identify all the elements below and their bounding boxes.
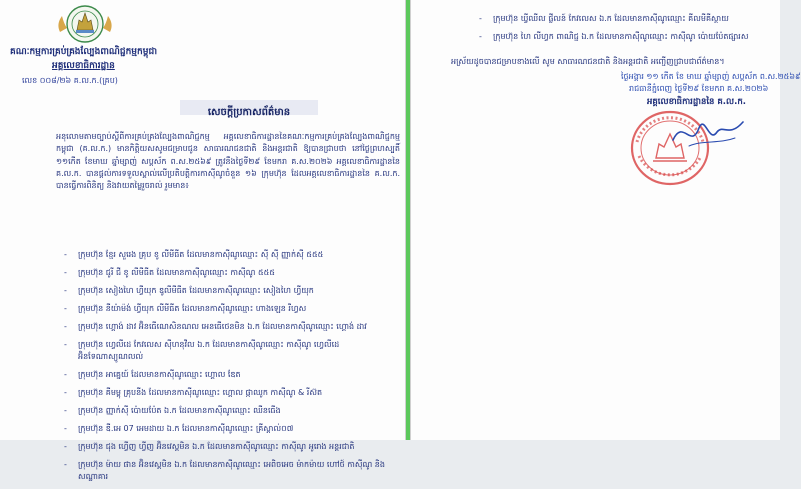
list-item: - ក្រុមហ៊ុន ឌី.អេ 07 អេមដាយ ឯ.ក ដែលមានកាស៊ីណូឈ្មោះ គ្រីស្តាល់០៧ (56, 423, 400, 435)
right-document-page (410, 0, 801, 440)
closing-paragraph: អស្រ័យដូចបានជម្រាបខាងលើ សូម សាធារណជនជាតិ និងអន្តរជាតិ អញ្ជើញជ្រាបជាព័ត៌មាន។ (451, 57, 725, 66)
angkor-emblem-icon (52, 2, 118, 46)
list-item: - ក្រុមហ៊ុន ឃ្វីឈីល ផ្លីលន៍ កែវលេស ឯ.ក ដែលមានកាស៊ីណូឈ្មោះ គីលមីគីស្ថាយ (471, 13, 771, 25)
left-document-page (0, 0, 406, 481)
intro-paragraph: អនុលោមតាមច្បាប់ស្តីពីការគ្រប់គ្រងល្បែងពាណិជ្ជកម្ម អគ្គលេខាធិការដ្ឋាននៃគណៈកម្មការគ្រប់គ្រងល្បែងពាណិជ្ជកម្មកម្ពុជា (គ.ល.ក.) មានកិត្តិយសសូមជម្រាបជូន សាធារណជនជាតិ និងអន្តរជាតិ ឱ្យបានជ្រាបថា នៅថ្ងៃព្រហស្បតិ៍ ១១កើត ខែមាឃ ឆ្នាំម្សាញ់ សប្តស័ក ព.ស.២៥៦៩ ត្រូវនឹងថ្ងៃទី២៩ ខែមករា គ.ស.២០២៦ អគ្គលេខាធិការដ្ឋាននៃ គ.ល.ក. បានផ្តល់ការទទួលស្គាល់លើប្រតិបត្តិការកាស៊ីណូចំនួន ១៦ ក្រុមហ៊ុន ដែលអគ្គលេខាធិការដ្ឋាននៃ គ.ល.ក. បានធ្វើការពិនិត្យ និងវាយតម្លៃរួចរាល់ រួមមាន៖ (56, 132, 400, 191)
list-item: - ក្រុមហ៊ុន ម៉ាយ ផាន អ៊ិនវេស្តមិន ឯ.ក ដែលមានកាស៊ីណូឈ្មោះ អេពិចអេច ម៉ាកម៉ាយ ហៅថ៍ កាស៊ីណូ និងសណ្ឋាគារ (56, 459, 400, 483)
list-item: - ក្រុមហ៊ុន ហ្វេលីដេ កែវលេស ស៊ីហនុវីល ឯ.ក ដែលមានកាស៊ីណូឈ្មោះ កាស៊ីណូ ហ្វេលីដេ អ៊ិនទែណាស្យូណលល់ (56, 339, 400, 363)
list-item: - ក្រុមហ៊ុន ហ្គោង់ ដាវ អ៊ិនធើណេសិនណល អេនធើថេនមិន ឯ.ក ដែលមានកាស៊ីណូឈ្មោះ ហ្គោង់ ដាវ (56, 321, 400, 333)
company-list (56, 249, 400, 489)
authority-name: គណៈកម្មការគ្រប់គ្រងល្បែងពាណិជ្ជកម្មកម្ពុជា (10, 47, 158, 57)
list-item: - ក្រុមហ៊ុន ខ្មែរ សួរេង គ្រុប ខូ លីមីធីត ដែលមានកាស៊ីណូឈ្មោះ ស៊ី ស៊ី ញ្ញាក់ស៊ី ៥៥៥ (56, 249, 400, 261)
solar-date: រាជធានីភ្នំពេញ ថ្ងៃទី២៩ ខែមករា គ.ស.២០២៦ (629, 84, 769, 93)
company-list-continued (471, 13, 771, 49)
signatory-office: អគ្គលេខាធិការដ្ឋាននៃ គ.ល.ក. (647, 97, 746, 107)
list-item: - ក្រុមហ៊ុន ជុង ហ្វើញ ហ្វីញ អ៊ិនវេស្តមិន ឯ.ក ដែលមានកាស៊ីណូឈ្មោះ កាស៊ីណូ អូរោង អន្តរជាតិ (56, 441, 400, 453)
list-item: - ក្រុមហ៊ុន ញ្ញាក់ស៊ី ប៉ោយប៉ែត ឯ.ក ដែលមានកាស៊ីណូឈ្មោះ ឈីនធើង (56, 405, 400, 417)
department-name: អគ្គលេខាធិការដ្ឋាន (52, 61, 115, 71)
list-item: - ក្រុមហ៊ុន ហៃ លីហ្វក ពាណិជ្ជ ឯ.ក ដែលមានកាស៊ីណូឈ្មោះ កាស៊ីណូ ប៉ោយប៉ែតផ្សារស (471, 31, 771, 43)
list-item: - ក្រុមហ៊ុន អាគ្នេយ៍ ដែលមានកាស៊ីណូឈ្មោះ ហ្គោល ឌែត (56, 369, 400, 381)
document-title: សេចក្តីប្រកាសព័ត៌មាន (207, 107, 291, 118)
reference-number: លេខ ០០៨/២៦ គ.ល.ក.(គ្រប) (22, 76, 118, 85)
list-item: - ក្រុមហ៊ុន ជូរី ជី ខូ លីមីធីត ដែលមានកាស៊ីណូឈ្មោះ កាស៊ីណូ ៥៥៥ (56, 267, 400, 279)
list-item: - ក្រុមហ៊ុន នីយ៉ាម៉ង់ ហ្វីយុក លីមីធីត ដែលមានកាស៊ីណូឈ្មោះ ហាងឡេន រីហ្វស (56, 303, 400, 315)
handwritten-signature-icon (669, 110, 749, 158)
list-item: - ក្រុមហ៊ុន គីមម្ពុ គ្រុបនីង ដែលមានកាស៊ីណូឈ្មោះ ហ្គោល ផ្កាឈូក កាស៊ីណូ & រីស៊ត (56, 387, 400, 399)
document-title-bar (180, 100, 318, 118)
list-item: - ក្រុមហ៊ុន សៀងហៃ ហ្វីយុក ឌូលីមីធីត ដែលមានកាស៊ីណូឈ្មោះ សៀងហៃ ហ្វីយុក (56, 285, 400, 297)
lunar-date: ថ្ងៃអង្គារ ១១ កើត ខែ មាឃ ឆ្នាំម្សាញ់ សប្តស័ក ព.ស.២៥៦៩ (621, 72, 801, 81)
